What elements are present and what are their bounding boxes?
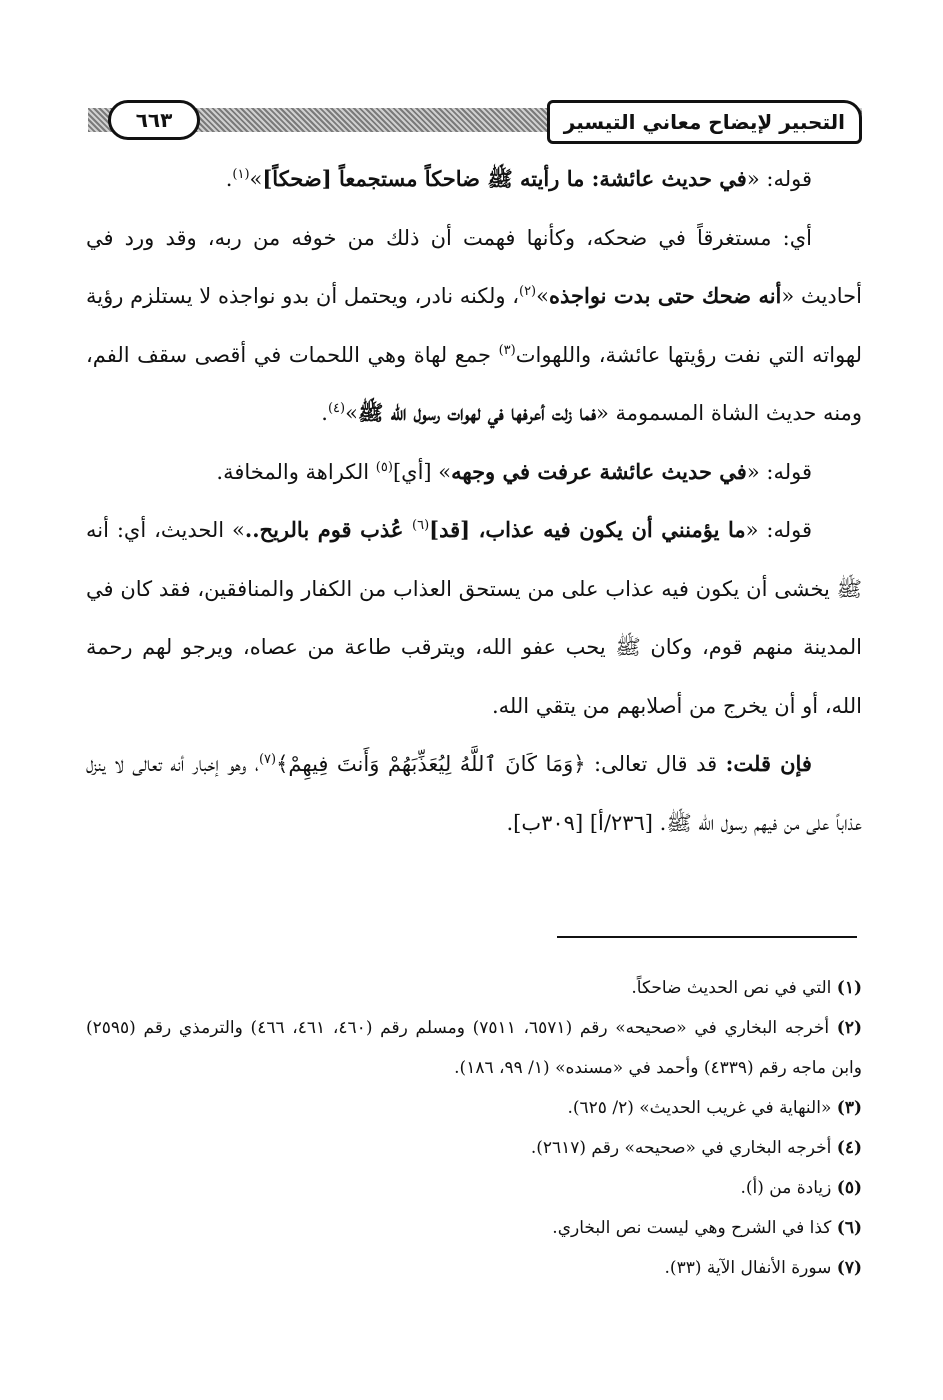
footnote-text: أخرجه البخاري في «صحيحه» رقم (٦٥٧١، ٧٥١١) ومسلم رقم (٤٦٠، ٤٦١، ٤٦٦) والترمذي رقم (٢٥٩٥) وابن ماجه رقم (٤٣٣٩) وأحمد في «مسنده» (١/ ٩٩، ١٨٦). xyxy=(86,1018,862,1078)
text-segment: قوله: « xyxy=(746,459,812,484)
footnote-text: أخرجه البخاري في «صحيحه» رقم (٢٦١٧). xyxy=(530,1138,837,1158)
book-title: التحبير لإيضاح معاني التيسير xyxy=(547,100,862,144)
footnote-3 xyxy=(86,1088,862,1128)
text-segment: . xyxy=(321,401,328,425)
footnote-ref: (٣) xyxy=(498,342,516,358)
footnote-number: (٢) xyxy=(836,1018,863,1038)
text-segment: » الحديث، أي: أنه ﷺ يخشى أن يكون فيه عذاب على من يستحق العذاب من الكفار والمنافقين، فقد كان في المدينة منهم قوم، وكان ﷺ يحب عفو الله، ويترقب طاعة من عصاه، ويرجو لهم رحمة الله، أو أن يخرج من أصلابهم من يتقي الله. xyxy=(86,518,863,718)
paragraph-5 xyxy=(86,735,862,852)
main-text xyxy=(86,150,862,852)
text-segment: قوله: « xyxy=(746,167,812,191)
quoted-text: عُذب قوم بالريح.. xyxy=(244,517,412,542)
text-segment: ، وهو إخبار أنه تعالى لا ينزل عذاباً على من فيهم رسول الله ﷺ. [٢٣٦/أ] [٣٠٩ب]. xyxy=(86,752,862,835)
quoted-text: في حديث عائشة عرفت في وجهه xyxy=(451,458,747,484)
footnote-7 xyxy=(86,1248,862,1288)
paragraph-2 xyxy=(86,209,862,443)
text-segment: ، ولكنه نادر، ويحتمل أن بدو نواجذه لا يستلزم رؤية لهواته التي نفت رؤيتها عائشة، واللهوات xyxy=(86,284,862,367)
footnote-ref: (٧) xyxy=(258,752,277,767)
text-segment: » [أي] xyxy=(392,459,452,484)
page-number: ٦٦٣ xyxy=(108,100,200,140)
footnotes xyxy=(86,968,862,1288)
quoted-text: في حديث عائشة: ما رأيته ﷺ ضاحكاً مستجمعاً [ضحكاً] xyxy=(262,166,747,191)
footnote-text: زيادة من (أ). xyxy=(740,1178,837,1198)
footnote-number: (٦) xyxy=(836,1218,862,1238)
footnote-2 xyxy=(86,1008,862,1088)
paragraph-3 xyxy=(86,443,862,502)
footnote-number: (١) xyxy=(836,978,862,998)
text-segment: قوله: « xyxy=(745,518,812,542)
quoted-text: فإن قلت: xyxy=(725,751,812,776)
footnote-1 xyxy=(86,968,862,1008)
footnote-ref: (٢) xyxy=(518,284,537,299)
footnote-ref: (٦) xyxy=(412,518,430,533)
footnote-ref: (١) xyxy=(232,167,250,182)
footnote-number: (٣) xyxy=(836,1098,862,1118)
quoted-text: ما يؤمنني أن يكون فيه عذاب، [قد] xyxy=(429,517,746,542)
paragraph-1 xyxy=(86,150,862,209)
text-segment: الكراهة والمخافة. xyxy=(216,459,376,484)
text-segment: قد قال تعالى: ﴿وَمَا كَانَ ٱللَّهُ لِيُعَذِّبَهُمْ وَأَنتَ فِيهِمْ﴾ xyxy=(276,752,726,776)
quoted-text: فما زلت أعرفها في لهوات رسول الله ﷺ xyxy=(357,400,597,425)
footnote-text: «النهاية في غريب الحديث» (٢/ ٦٢٥). xyxy=(567,1098,837,1118)
paragraph-4 xyxy=(86,501,862,735)
footnote-text: كذا في الشرح وهي ليست نص البخاري. xyxy=(552,1218,837,1238)
footnote-number: (٥) xyxy=(836,1178,862,1198)
text-segment: » xyxy=(345,401,358,425)
text-segment: » xyxy=(536,284,549,308)
footnote-text: سورة الأنفال الآية (٣٣). xyxy=(664,1258,837,1278)
footnote-ref: (٥) xyxy=(375,459,393,475)
text-segment: » xyxy=(249,167,263,191)
footnote-4 xyxy=(86,1128,862,1168)
footnote-number: (٤) xyxy=(836,1138,862,1158)
footnote-ref: (٤) xyxy=(327,401,346,416)
text-segment: أي: مستغرقاً في ضحكه، وكأنها فهمت أن ذلك من خوفه من ربه، وقد ورد في أحاديث « xyxy=(86,225,862,308)
footnote-separator xyxy=(557,936,857,938)
footnote-6 xyxy=(86,1208,862,1248)
quoted-text: أنه ضحك حتى بدت نواجذه xyxy=(548,283,782,308)
text-segment: . xyxy=(225,167,233,191)
page-header xyxy=(88,100,862,148)
footnote-5 xyxy=(86,1168,862,1208)
footnote-text: التي في نص الحديث ضاحكاً. xyxy=(631,978,837,998)
footnote-number: (٧) xyxy=(836,1258,862,1278)
text-segment: جمع لهاة وهي اللحمات في أقصى سقف الفم، ومنه حديث الشاة المسمومة « xyxy=(86,342,862,425)
